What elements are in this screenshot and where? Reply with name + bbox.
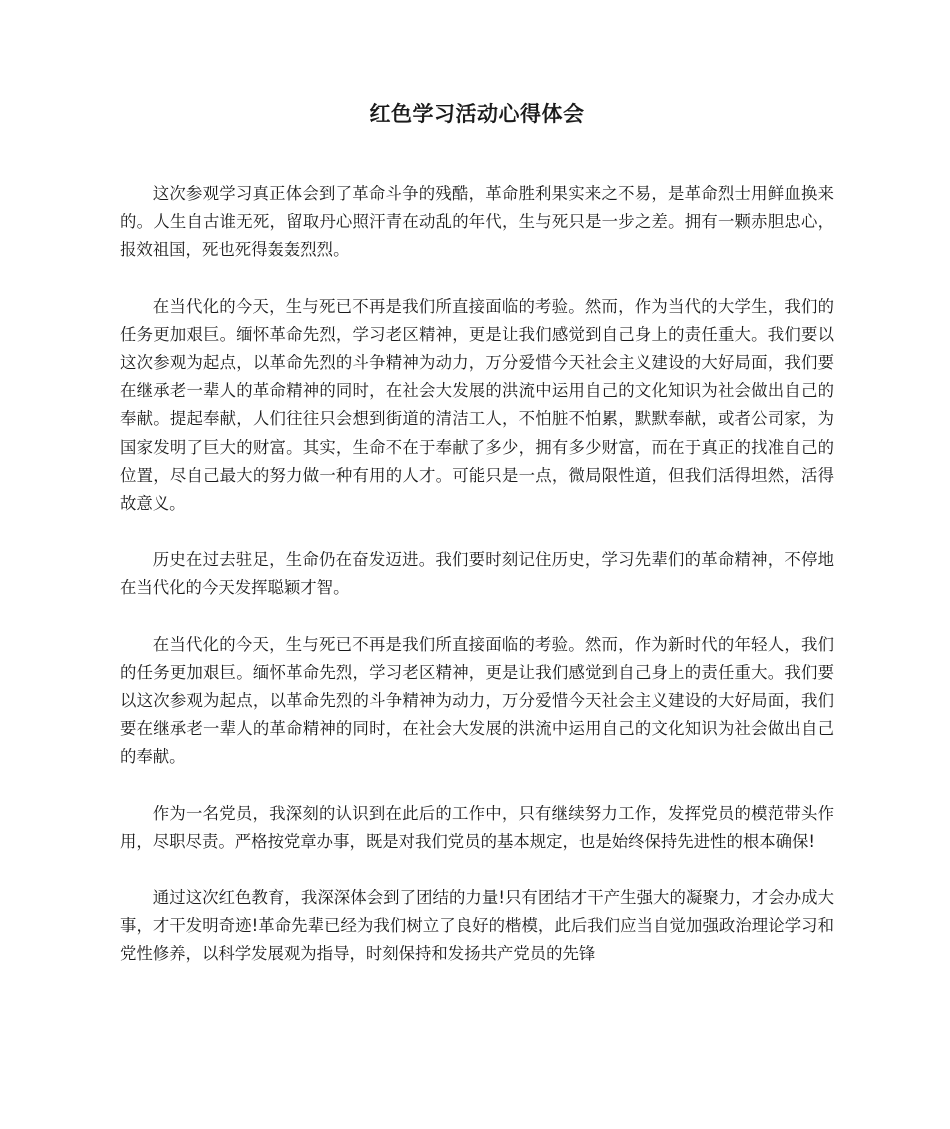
document-title: 红色学习活动心得体会 [369,102,585,126]
paragraph-2: 在当代化的今天，生与死已不再是我们所直接面临的考验。然而，作为当代的大学生，我们的任务更加艰巨。缅怀革命先烈，学习老区精神，更是让我们感觉到自己身上的责任重大。我们要以这次参观为起点，以革命先烈的斗争精神为动力，万分爱惜今天社会主义建设的大好局面，我们要在继承老一辈人的革命精神的同时，在社会大发展的洪流中运用自己的文化知识为社会做出自己的奉献。提起奉献，人们往往只会想到街道的清洁工人，不怕脏不怕累，默默奉献，或者公司家，为国家发明了巨大的财富。其实，生命不在于奉献了多少，拥有多少财富，而在于真正的找准自己的位置，尽自己最大的努力做一种有用的人才。可能只是一点，微局限性道，但我们活得坦然，活得故意义。 [120,296,834,514]
paragraph-3: 历史在过去驻足，生命仍在奋发迈进。我们要时刻记住历史，学习先辈们的革命精神，不停地在当代化的今天发挥聪颖才智。 [120,550,834,598]
paragraph-5: 作为一名党员，我深刻的认识到在此后的工作中，只有继续努力工作，发挥党员的模范带头作用，尽职尽责。严格按党章办事，既是对我们党员的基本规定，也是始终保持先进性的根本确保! [120,803,834,851]
paragraph-1: 这次参观学习真正体会到了革命斗争的残酷，革命胜利果实来之不易，是革命烈士用鲜血换来的。人生自古谁无死，留取丹心照汗青在动乱的年代，生与死只是一步之差。拥有一颗赤胆忠心，报效祖国，死也死得轰轰烈烈。 [120,184,834,260]
paragraph-6: 通过这次红色教育，我深深体会到了团结的力量!只有团结才干产生强大的凝聚力，才会办成大事，才干发明奇迹!革命先辈已经为我们树立了良好的楷模，此后我们应当自觉加强政治理论学习和党性修养，以科学发展观为指导，时刻保持和发扬共产党员的先锋 [120,888,834,964]
paragraph-4: 在当代化的今天，生与死已不再是我们所直接面临的考验。然而，作为新时代的年轻人，我们的任务更加艰巨。缅怀革命先烈，学习老区精神，更是让我们感觉到自己身上的责任重大。我们要以这次参观为起点，以革命先烈的斗争精神为动力，万分爱惜今天社会主义建设的大好局面，我们要在继承老一辈人的革命精神的同时，在社会大发展的洪流中运用自己的文化知识为社会做出自己的奉献。 [120,634,834,767]
